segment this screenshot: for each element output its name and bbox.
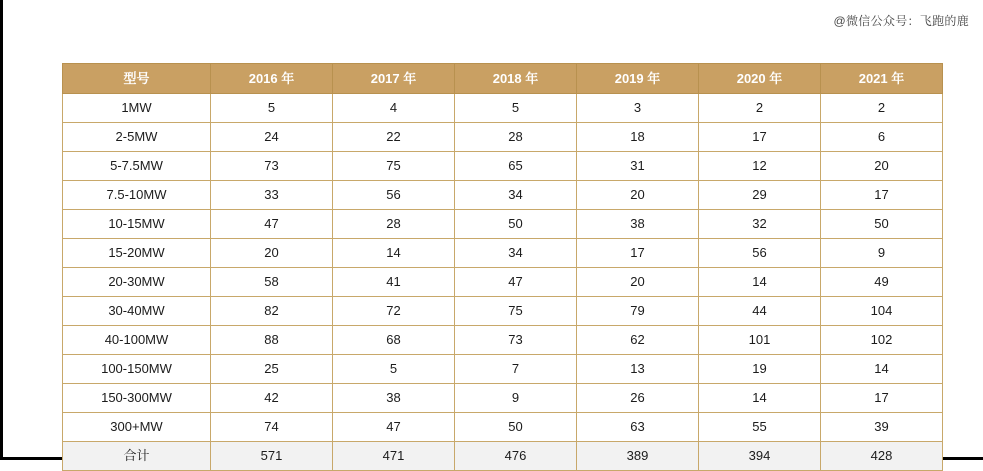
cell-2019: 31 [577, 152, 699, 181]
cell-2020: 14 [699, 268, 821, 297]
cell-2019: 63 [577, 413, 699, 442]
watermark-text: @微信公众号：飞跑的鹿 [833, 14, 969, 28]
cell-2021: 102 [821, 326, 943, 355]
cell-2020: 55 [699, 413, 821, 442]
cell-2020: 56 [699, 239, 821, 268]
cell-2020: 44 [699, 297, 821, 326]
cell-2018: 47 [455, 268, 577, 297]
cell-2021: 49 [821, 268, 943, 297]
capacity-table-container [62, 63, 942, 471]
cell-2019: 17 [577, 239, 699, 268]
cell-2017: 41 [333, 268, 455, 297]
table-row [63, 94, 943, 123]
cell-2016: 47 [211, 210, 333, 239]
row-label: 300+MW [63, 413, 211, 442]
cell-2021: 14 [821, 355, 943, 384]
total-label: 合计 [63, 442, 211, 471]
table-row [63, 297, 943, 326]
cell-2016: 88 [211, 326, 333, 355]
cell-2018: 50 [455, 413, 577, 442]
total-2020: 394 [699, 442, 821, 471]
cell-2021: 39 [821, 413, 943, 442]
cell-2018: 28 [455, 123, 577, 152]
cell-2017: 72 [333, 297, 455, 326]
cell-2018: 73 [455, 326, 577, 355]
table-row [63, 123, 943, 152]
column-header-2016: 2016 年 [211, 64, 333, 94]
table-row [63, 152, 943, 181]
column-header-2020: 2020 年 [699, 64, 821, 94]
cell-2017: 56 [333, 181, 455, 210]
cell-2016: 33 [211, 181, 333, 210]
cell-2018: 7 [455, 355, 577, 384]
cell-2019: 62 [577, 326, 699, 355]
cell-2016: 74 [211, 413, 333, 442]
row-label: 2-5MW [63, 123, 211, 152]
table-row [63, 384, 943, 413]
cell-2021: 9 [821, 239, 943, 268]
cell-2017: 14 [333, 239, 455, 268]
cell-2017: 28 [333, 210, 455, 239]
column-header-model: 型号 [63, 64, 211, 94]
column-header-2021: 2021 年 [821, 64, 943, 94]
cell-2020: 2 [699, 94, 821, 123]
column-header-2018: 2018 年 [455, 64, 577, 94]
cell-2016: 20 [211, 239, 333, 268]
cell-2020: 14 [699, 384, 821, 413]
row-label: 20-30MW [63, 268, 211, 297]
table-header [63, 64, 943, 94]
cell-2020: 19 [699, 355, 821, 384]
cell-2016: 25 [211, 355, 333, 384]
total-2019: 389 [577, 442, 699, 471]
cell-2017: 38 [333, 384, 455, 413]
cell-2018: 9 [455, 384, 577, 413]
total-2021: 428 [821, 442, 943, 471]
cell-2017: 68 [333, 326, 455, 355]
column-header-2019: 2019 年 [577, 64, 699, 94]
cell-2020: 101 [699, 326, 821, 355]
cell-2016: 5 [211, 94, 333, 123]
cell-2020: 32 [699, 210, 821, 239]
cell-2018: 5 [455, 94, 577, 123]
row-label: 1MW [63, 94, 211, 123]
cell-2021: 20 [821, 152, 943, 181]
cell-2016: 42 [211, 384, 333, 413]
cell-2020: 12 [699, 152, 821, 181]
cell-2020: 29 [699, 181, 821, 210]
row-label: 15-20MW [63, 239, 211, 268]
cell-2018: 50 [455, 210, 577, 239]
cell-2019: 13 [577, 355, 699, 384]
total-2017: 471 [333, 442, 455, 471]
cell-2019: 38 [577, 210, 699, 239]
cell-2017: 75 [333, 152, 455, 181]
cell-2019: 79 [577, 297, 699, 326]
cell-2020: 17 [699, 123, 821, 152]
row-label: 7.5-10MW [63, 181, 211, 210]
cell-2017: 4 [333, 94, 455, 123]
cell-2016: 73 [211, 152, 333, 181]
table-row [63, 268, 943, 297]
cell-2021: 6 [821, 123, 943, 152]
cell-2021: 17 [821, 181, 943, 210]
cell-2021: 104 [821, 297, 943, 326]
table-body [63, 94, 943, 471]
row-label: 5-7.5MW [63, 152, 211, 181]
row-label: 10-15MW [63, 210, 211, 239]
table-header-row [63, 64, 943, 94]
table-row [63, 413, 943, 442]
cell-2021: 50 [821, 210, 943, 239]
cell-2021: 2 [821, 94, 943, 123]
cell-2017: 47 [333, 413, 455, 442]
cell-2018: 34 [455, 181, 577, 210]
row-label: 100-150MW [63, 355, 211, 384]
left-edge-rule [0, 0, 3, 460]
column-header-2017: 2017 年 [333, 64, 455, 94]
cell-2016: 58 [211, 268, 333, 297]
total-2018: 476 [455, 442, 577, 471]
cell-2017: 22 [333, 123, 455, 152]
table-total-row [63, 442, 943, 471]
total-2016: 571 [211, 442, 333, 471]
table-row [63, 355, 943, 384]
cell-2019: 3 [577, 94, 699, 123]
cell-2018: 65 [455, 152, 577, 181]
cell-2017: 5 [333, 355, 455, 384]
cell-2021: 17 [821, 384, 943, 413]
table-row [63, 181, 943, 210]
cell-2019: 26 [577, 384, 699, 413]
table-row [63, 326, 943, 355]
row-label: 40-100MW [63, 326, 211, 355]
row-label: 30-40MW [63, 297, 211, 326]
cell-2016: 24 [211, 123, 333, 152]
cell-2019: 18 [577, 123, 699, 152]
row-label: 150-300MW [63, 384, 211, 413]
table-row [63, 210, 943, 239]
cell-2018: 34 [455, 239, 577, 268]
table-row [63, 239, 943, 268]
cell-2019: 20 [577, 268, 699, 297]
cell-2019: 20 [577, 181, 699, 210]
cell-2018: 75 [455, 297, 577, 326]
cell-2016: 82 [211, 297, 333, 326]
capacity-table [62, 63, 943, 471]
